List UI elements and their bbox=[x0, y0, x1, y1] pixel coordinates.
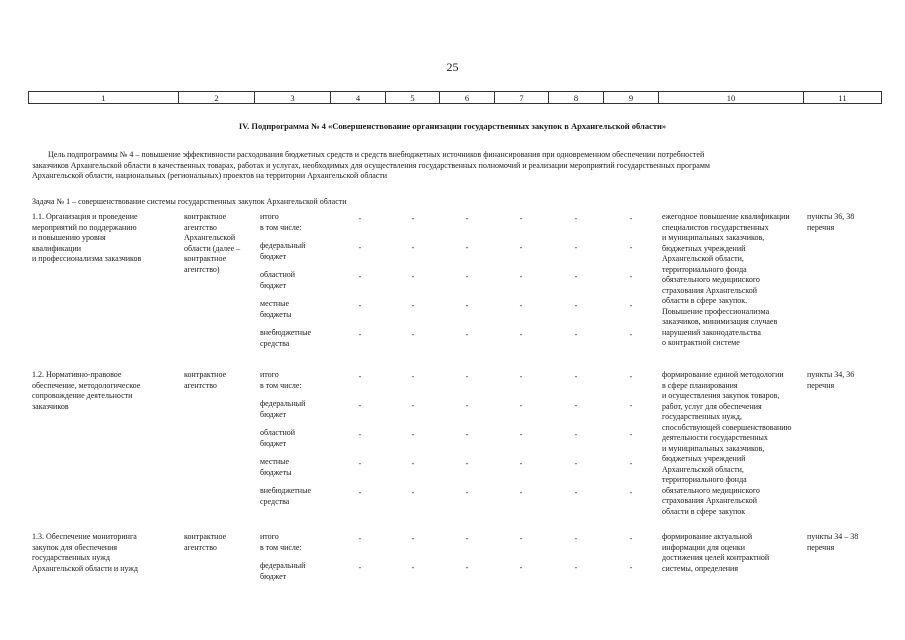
column-number: 6 bbox=[440, 92, 495, 104]
measure-name: 1.1. Организация и проведение мероприятий по поддержанию и повышению уровня квалификации и профессионализма заказчиков bbox=[32, 212, 142, 263]
column-number: 9 bbox=[604, 92, 659, 104]
funding-value: - bbox=[411, 534, 415, 543]
funding-source: местные бюджеты bbox=[260, 457, 292, 477]
funding-value: - bbox=[574, 301, 578, 310]
funding-value: - bbox=[411, 459, 415, 468]
funding-value: - bbox=[411, 488, 415, 497]
funding-value: - bbox=[465, 272, 469, 281]
funding-value: - bbox=[465, 534, 469, 543]
funding-value: - bbox=[519, 372, 523, 381]
funding-value: - bbox=[519, 534, 523, 543]
funding-value: - bbox=[465, 330, 469, 339]
funding-value: - bbox=[358, 430, 362, 439]
measure-name: 1.2. Нормативно-правовое обеспечение, методологическое сопровождение деятельности заказчиков bbox=[32, 370, 141, 411]
funding-value: - bbox=[519, 430, 523, 439]
funding-value: - bbox=[465, 563, 469, 572]
funding-source: итого в том числе: bbox=[260, 370, 302, 390]
funding-source: федеральный бюджет bbox=[260, 399, 306, 419]
subprogram-goal bbox=[32, 150, 862, 182]
funding-value: - bbox=[629, 488, 633, 497]
column-number: 11 bbox=[804, 92, 882, 104]
funding-value: - bbox=[358, 272, 362, 281]
funding-source: внебюджетные средства bbox=[260, 486, 311, 506]
funding-source: внебюджетные средства bbox=[260, 328, 311, 348]
funding-value: - bbox=[574, 430, 578, 439]
measure-executor: контрактное агентство bbox=[184, 532, 227, 552]
funding-value: - bbox=[519, 459, 523, 468]
column-number: 5 bbox=[386, 92, 440, 104]
funding-value: - bbox=[519, 330, 523, 339]
funding-value: - bbox=[411, 401, 415, 410]
funding-value: - bbox=[629, 430, 633, 439]
funding-source: областной бюджет bbox=[260, 428, 296, 448]
funding-value: - bbox=[519, 401, 523, 410]
funding-source: итого в том числе: bbox=[260, 532, 302, 552]
funding-value: - bbox=[358, 214, 362, 223]
funding-value: - bbox=[519, 214, 523, 223]
funding-value: - bbox=[411, 430, 415, 439]
list-reference: пункты 34 – 38 перечня bbox=[807, 532, 859, 552]
column-number-header bbox=[28, 91, 882, 104]
funding-value: - bbox=[358, 401, 362, 410]
funding-value: - bbox=[629, 563, 633, 572]
page-number: 25 bbox=[446, 60, 459, 74]
funding-value: - bbox=[358, 534, 362, 543]
measure-executor: контрактное агентство bbox=[184, 370, 227, 390]
funding-value: - bbox=[519, 488, 523, 497]
funding-value: - bbox=[465, 301, 469, 310]
funding-value: - bbox=[629, 272, 633, 281]
funding-value: - bbox=[574, 563, 578, 572]
column-number: 2 bbox=[179, 92, 255, 104]
funding-value: - bbox=[358, 563, 362, 572]
funding-value: - bbox=[629, 301, 633, 310]
measure-name: 1.3. Обеспечение мониторинга закупок для обеспечения государственных нужд Архангельской области и нужд bbox=[32, 532, 138, 573]
funding-value: - bbox=[629, 534, 633, 543]
funding-value: - bbox=[465, 214, 469, 223]
funding-source: федеральный бюджет bbox=[260, 561, 306, 581]
goal-line: Архангельской области, национальных (региональных) проектов на территории Архангельской области bbox=[32, 171, 388, 180]
funding-value: - bbox=[358, 459, 362, 468]
funding-value: - bbox=[411, 301, 415, 310]
goal-line: Цель подпрограммы № 4 – повышение эффективности расходования бюджетных средств и средств внебюджетных источников финансирования при одновременном обеспечении потребностей bbox=[48, 150, 705, 159]
funding-value: - bbox=[519, 301, 523, 310]
funding-value: - bbox=[358, 488, 362, 497]
funding-value: - bbox=[629, 372, 633, 381]
funding-value: - bbox=[574, 401, 578, 410]
funding-value: - bbox=[629, 330, 633, 339]
funding-value: - bbox=[411, 372, 415, 381]
expected-result: формирование актуальной информации для оценки достижения целей контрактной системы, определения bbox=[662, 532, 770, 573]
measure-executor: контрактное агентство Архангельской области (далее – контрактное агентство) bbox=[184, 212, 241, 274]
column-number: 1 bbox=[29, 92, 179, 104]
funding-value: - bbox=[358, 301, 362, 310]
column-number: 8 bbox=[549, 92, 604, 104]
funding-value: - bbox=[465, 488, 469, 497]
funding-value: - bbox=[574, 243, 578, 252]
funding-value: - bbox=[465, 401, 469, 410]
expected-result: ежегодное повышение квалификации специалистов государственных и муниципальных заказчиков, бюджетных учреждений Архангельской области, территориального фонда обязательного медицинского страхования Архангельской области в сфере закупок. Повышение профессионализма заказчиков, минимизация случаев нарушений законодательства о контрактной системе bbox=[662, 212, 790, 347]
list-reference: пункты 34, 36 перечня bbox=[807, 370, 855, 390]
funding-value: - bbox=[629, 459, 633, 468]
funding-value: - bbox=[574, 534, 578, 543]
funding-value: - bbox=[465, 459, 469, 468]
funding-value: - bbox=[629, 214, 633, 223]
funding-value: - bbox=[519, 563, 523, 572]
column-number: 10 bbox=[659, 92, 804, 104]
funding-source: федеральный бюджет bbox=[260, 241, 306, 261]
funding-value: - bbox=[358, 330, 362, 339]
task-title: Задача № 1 – совершенствование системы государственных закупок Архангельской области bbox=[32, 197, 347, 206]
funding-value: - bbox=[629, 401, 633, 410]
funding-value: - bbox=[411, 330, 415, 339]
expected-result: формирование единой методологии в сфере планирования и осуществления закупок товаров, работ, услуг для обеспечения государственных нужд, способствующей совершенствованию деятельности государственных и муниципальных заказчиков, бюджетных учреждений Архангельской области, территориального фонда обязательного медицинского страхования Архангельской области в сфере закупок bbox=[662, 370, 792, 516]
column-number: 4 bbox=[331, 92, 386, 104]
funding-value: - bbox=[629, 243, 633, 252]
funding-value: - bbox=[574, 372, 578, 381]
column-number: 3 bbox=[255, 92, 331, 104]
funding-value: - bbox=[358, 243, 362, 252]
list-reference: пункты 36, 38 перечня bbox=[807, 212, 855, 232]
funding-value: - bbox=[574, 488, 578, 497]
funding-source: итого в том числе: bbox=[260, 212, 302, 232]
funding-value: - bbox=[411, 243, 415, 252]
funding-value: - bbox=[411, 563, 415, 572]
funding-value: - bbox=[465, 430, 469, 439]
funding-value: - bbox=[519, 272, 523, 281]
goal-line: заказчиков Архангельской области в качественных товарах, работах и услугах, необходимых для осуществления государственных полномочий и реализации мероприятий государственных программ bbox=[32, 160, 710, 170]
funding-value: - bbox=[574, 459, 578, 468]
funding-value: - bbox=[465, 372, 469, 381]
funding-value: - bbox=[411, 272, 415, 281]
funding-value: - bbox=[519, 243, 523, 252]
funding-value: - bbox=[358, 372, 362, 381]
funding-source: местные бюджеты bbox=[260, 299, 292, 319]
funding-value: - bbox=[574, 214, 578, 223]
funding-source: областной бюджет bbox=[260, 270, 296, 290]
column-number: 7 bbox=[495, 92, 549, 104]
funding-value: - bbox=[574, 272, 578, 281]
funding-value: - bbox=[411, 214, 415, 223]
section-title: IV. Подпрограмма № 4 «Совершенствование организации государственных закупок в Архангельской области» bbox=[238, 121, 667, 131]
funding-value: - bbox=[574, 330, 578, 339]
funding-value: - bbox=[465, 243, 469, 252]
